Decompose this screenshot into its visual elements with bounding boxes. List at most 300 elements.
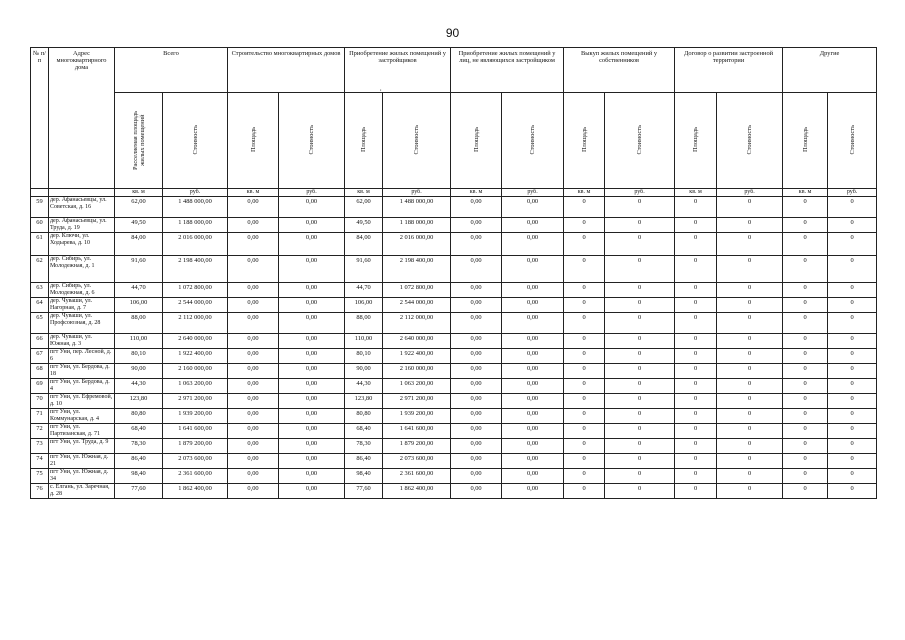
row-construction-area: 0,00 [228, 409, 279, 424]
page-number: 90 [445, 26, 460, 40]
row-construction-cost: 0,00 [279, 409, 345, 424]
row-buyout-area: 0 [564, 469, 605, 484]
row-purchase-dev-cost: 1 063 200,00 [383, 379, 451, 394]
row-total-cost: 1 641 600,00 [163, 424, 228, 439]
row-buyout-cost: 0 [605, 469, 675, 484]
row-buyout-cost: 0 [605, 298, 675, 313]
row-territory-area: 0 [675, 469, 717, 484]
row-other-cost: 0 [828, 233, 877, 256]
row-total-area: 44,70 [115, 283, 163, 298]
row-total-cost: 1 939 200,00 [163, 409, 228, 424]
row-number: 74 [31, 454, 49, 469]
row-total-area: 86,40 [115, 454, 163, 469]
row-buyout-area: 0 [564, 439, 605, 454]
row-purchase-dev-cost: 1 879 200,00 [383, 439, 451, 454]
row-other-area: 0 [783, 439, 828, 454]
row-number: 59 [31, 197, 49, 218]
header-resettled-area-text: Расселяемая площадь жилых помещений [131, 109, 146, 170]
row-territory-cost: 0 [717, 469, 783, 484]
row-construction-area: 0,00 [228, 334, 279, 349]
header-area [345, 93, 383, 189]
row-territory-area: 0 [675, 218, 717, 233]
row-buyout-cost: 0 [605, 484, 675, 499]
row-total-cost: 2 640 000,00 [163, 334, 228, 349]
header-cost [605, 93, 675, 189]
row-territory-cost: 0 [717, 218, 783, 233]
row-total-area: 98,40 [115, 469, 163, 484]
row-total-area: 123,80 [115, 394, 163, 409]
row-territory-area: 0 [675, 454, 717, 469]
row-purchase-other-area: 0,00 [451, 349, 502, 364]
row-purchase-dev-cost: 1 862 400,00 [383, 484, 451, 499]
row-purchase-other-cost: 0,00 [502, 439, 564, 454]
row-address: дер. Афанасьевцы, ул. Советская, д. 16 [49, 197, 115, 218]
row-construction-area: 0,00 [228, 379, 279, 394]
row-number: 69 [31, 379, 49, 394]
row-construction-area: 0,00 [228, 484, 279, 499]
row-number: 65 [31, 313, 49, 334]
row-address: дер. Афанасьевцы, ул. Труда, д. 19 [49, 218, 115, 233]
row-buyout-cost: 0 [605, 313, 675, 334]
header-cost [279, 93, 345, 189]
row-total-area: 44,30 [115, 379, 163, 394]
header-cost [502, 93, 564, 189]
row-purchase-other-cost: 0,00 [502, 298, 564, 313]
row-territory-area: 0 [675, 364, 717, 379]
row-address: дер. Чуваши, ул. Нагорная, д. 7 [49, 298, 115, 313]
header-group-other: Другие [783, 48, 877, 93]
unit-rub: руб. [502, 189, 564, 197]
row-number: 61 [31, 233, 49, 256]
header-cost-text: Стоимость [529, 124, 537, 155]
table-row [31, 313, 877, 334]
table-row [31, 409, 877, 424]
row-construction-cost: 0,00 [279, 424, 345, 439]
row-other-area: 0 [783, 197, 828, 218]
row-total-cost: 2 544 000,00 [163, 298, 228, 313]
row-construction-cost: 0,00 [279, 283, 345, 298]
table-row [31, 364, 877, 379]
row-purchase-dev-cost: 1 072 800,00 [383, 283, 451, 298]
row-purchase-dev-cost: 1 939 200,00 [383, 409, 451, 424]
row-other-area: 0 [783, 379, 828, 394]
row-purchase-other-cost: 0,00 [502, 313, 564, 334]
row-other-area: 0 [783, 364, 828, 379]
row-buyout-cost: 0 [605, 197, 675, 218]
row-total-cost: 1 922 400,00 [163, 349, 228, 364]
row-purchase-other-cost: 0,00 [502, 469, 564, 484]
row-number: 72 [31, 424, 49, 439]
row-purchase-dev-area: 88,00 [345, 313, 383, 334]
row-buyout-area: 0 [564, 349, 605, 364]
row-territory-area: 0 [675, 409, 717, 424]
row-total-area: 84,00 [115, 233, 163, 256]
row-purchase-other-area: 0,00 [451, 424, 502, 439]
row-territory-area: 0 [675, 484, 717, 499]
row-other-area: 0 [783, 218, 828, 233]
row-address: пгт Уни, ул. Коммунарская, д. 4 [49, 409, 115, 424]
row-total-cost: 1 188 000,00 [163, 218, 228, 233]
unit-rub: руб. [605, 189, 675, 197]
row-other-cost: 0 [828, 454, 877, 469]
row-purchase-other-cost: 0,00 [502, 334, 564, 349]
row-other-area: 0 [783, 484, 828, 499]
row-purchase-other-cost: 0,00 [502, 424, 564, 439]
header-address: Адрес многоквартирного дома [49, 48, 115, 189]
row-purchase-dev-cost: 2 640 000,00 [383, 334, 451, 349]
row-purchase-other-cost: 0,00 [502, 256, 564, 283]
row-purchase-other-cost: 0,00 [502, 197, 564, 218]
row-purchase-dev-cost: 2 073 600,00 [383, 454, 451, 469]
unit-sqm: кв. м [228, 189, 279, 197]
row-purchase-dev-area: 44,30 [345, 379, 383, 394]
header-area-text: Площадь [580, 127, 588, 152]
row-total-area: 110,00 [115, 334, 163, 349]
row-construction-cost: 0,00 [279, 233, 345, 256]
table-row [31, 439, 877, 454]
table-row [31, 424, 877, 439]
row-buyout-area: 0 [564, 454, 605, 469]
row-purchase-other-area: 0,00 [451, 233, 502, 256]
row-other-area: 0 [783, 394, 828, 409]
row-buyout-cost: 0 [605, 424, 675, 439]
row-total-cost: 2 971 200,00 [163, 394, 228, 409]
row-total-cost: 1 488 000,00 [163, 197, 228, 218]
row-purchase-other-area: 0,00 [451, 298, 502, 313]
row-purchase-other-cost: 0,00 [502, 394, 564, 409]
row-purchase-other-area: 0,00 [451, 379, 502, 394]
row-number: 75 [31, 469, 49, 484]
row-buyout-area: 0 [564, 313, 605, 334]
row-other-area: 0 [783, 283, 828, 298]
table-row [31, 298, 877, 313]
row-construction-cost: 0,00 [279, 313, 345, 334]
row-purchase-dev-area: 86,40 [345, 454, 383, 469]
unit-sqm: кв. м [675, 189, 717, 197]
row-other-area: 0 [783, 233, 828, 256]
row-construction-area: 0,00 [228, 439, 279, 454]
row-construction-cost: 0,00 [279, 394, 345, 409]
header-area-text: Площадь [360, 127, 368, 152]
sub-header-row [31, 93, 877, 189]
row-other-cost: 0 [828, 283, 877, 298]
row-total-cost: 1 063 200,00 [163, 379, 228, 394]
row-other-cost: 0 [828, 256, 877, 283]
table-row [31, 218, 877, 233]
row-purchase-dev-cost: 2 361 600,00 [383, 469, 451, 484]
row-buyout-cost: 0 [605, 256, 675, 283]
units-row [31, 189, 877, 197]
row-purchase-dev-cost: 2 160 000,00 [383, 364, 451, 379]
header-area [451, 93, 502, 189]
unit-rub: руб. [717, 189, 783, 197]
row-purchase-other-cost: 0,00 [502, 283, 564, 298]
row-construction-cost: 0,00 [279, 454, 345, 469]
row-other-cost: 0 [828, 334, 877, 349]
row-address: пгт Уни, ул. Бердова, д. 18 [49, 364, 115, 379]
units-cell [49, 189, 115, 197]
row-total-area: 88,00 [115, 313, 163, 334]
row-total-cost: 2 112 000,00 [163, 313, 228, 334]
row-total-area: 80,10 [115, 349, 163, 364]
row-construction-area: 0,00 [228, 218, 279, 233]
housing-resettlement-table [30, 47, 877, 499]
row-construction-area: 0,00 [228, 454, 279, 469]
row-buyout-cost: 0 [605, 394, 675, 409]
row-other-cost: 0 [828, 349, 877, 364]
unit-sqm: кв. м [115, 189, 163, 197]
row-buyout-cost: 0 [605, 233, 675, 256]
row-construction-area: 0,00 [228, 283, 279, 298]
row-buyout-cost: 0 [605, 334, 675, 349]
row-total-cost: 2 073 600,00 [163, 454, 228, 469]
row-address: пгт Уни, ул. Партизанская, д. 71 [49, 424, 115, 439]
header-area [228, 93, 279, 189]
row-address: дер. Чуваши, ул. Южная, д. 3 [49, 334, 115, 349]
row-construction-area: 0,00 [228, 313, 279, 334]
row-address: дер. Ключи, ул. Ходырева, д. 10 [49, 233, 115, 256]
row-address: пгт Уни, ул. Бердова, д. 4 [49, 379, 115, 394]
row-other-cost: 0 [828, 484, 877, 499]
row-territory-area: 0 [675, 283, 717, 298]
row-buyout-area: 0 [564, 256, 605, 283]
row-construction-area: 0,00 [228, 349, 279, 364]
header-cost-text: Стоимость [848, 124, 856, 155]
row-total-area: 49,50 [115, 218, 163, 233]
row-construction-area: 0,00 [228, 233, 279, 256]
row-buyout-area: 0 [564, 233, 605, 256]
row-other-area: 0 [783, 298, 828, 313]
row-total-area: 62,00 [115, 197, 163, 218]
row-buyout-cost: 0 [605, 283, 675, 298]
row-purchase-dev-area: 106,00 [345, 298, 383, 313]
row-buyout-area: 0 [564, 379, 605, 394]
row-purchase-dev-area: 49,50 [345, 218, 383, 233]
row-territory-area: 0 [675, 379, 717, 394]
row-total-cost: 2 160 000,00 [163, 364, 228, 379]
row-construction-cost: 0,00 [279, 439, 345, 454]
row-total-cost: 2 198 400,00 [163, 256, 228, 283]
row-purchase-other-area: 0,00 [451, 454, 502, 469]
row-territory-cost: 0 [717, 439, 783, 454]
row-purchase-other-cost: 0,00 [502, 409, 564, 424]
header-area-text: Площадь [801, 127, 809, 152]
header-cost-text: Стоимость [308, 124, 316, 155]
row-other-area: 0 [783, 469, 828, 484]
row-other-area: 0 [783, 349, 828, 364]
row-buyout-cost: 0 [605, 218, 675, 233]
row-construction-area: 0,00 [228, 394, 279, 409]
row-total-cost: 2 361 600,00 [163, 469, 228, 484]
row-territory-cost: 0 [717, 334, 783, 349]
row-buyout-area: 0 [564, 197, 605, 218]
row-territory-cost: 0 [717, 394, 783, 409]
row-construction-cost: 0,00 [279, 469, 345, 484]
header-group-purchase-developers: Приобретение жилых помещений у застройщиков [345, 48, 451, 93]
row-purchase-dev-area: 110,00 [345, 334, 383, 349]
header-area-text: Площадь [472, 127, 480, 152]
scan-mark: , [380, 86, 382, 92]
unit-sqm: кв. м [783, 189, 828, 197]
row-purchase-other-area: 0,00 [451, 439, 502, 454]
row-buyout-cost: 0 [605, 454, 675, 469]
row-other-cost: 0 [828, 218, 877, 233]
row-territory-cost: 0 [717, 233, 783, 256]
row-construction-cost: 0,00 [279, 218, 345, 233]
row-purchase-dev-cost: 1 641 600,00 [383, 424, 451, 439]
row-territory-cost: 0 [717, 349, 783, 364]
row-territory-area: 0 [675, 313, 717, 334]
table-row [31, 394, 877, 409]
header-group-construction: Строительство многоквартирных домов [228, 48, 345, 93]
row-purchase-other-area: 0,00 [451, 218, 502, 233]
row-address: дер. Чуваши, ул. Профсоюзная, д. 28 [49, 313, 115, 334]
row-buyout-cost: 0 [605, 439, 675, 454]
row-total-area: 78,30 [115, 439, 163, 454]
row-other-cost: 0 [828, 379, 877, 394]
row-other-cost: 0 [828, 424, 877, 439]
table-row [31, 379, 877, 394]
row-construction-cost: 0,00 [279, 197, 345, 218]
table-row [31, 349, 877, 364]
header-cost [383, 93, 451, 189]
row-buyout-cost: 0 [605, 379, 675, 394]
row-other-area: 0 [783, 256, 828, 283]
row-purchase-dev-area: 123,80 [345, 394, 383, 409]
row-purchase-dev-area: 77,60 [345, 484, 383, 499]
row-buyout-cost: 0 [605, 409, 675, 424]
row-buyout-cost: 0 [605, 364, 675, 379]
row-territory-area: 0 [675, 439, 717, 454]
row-buyout-cost: 0 [605, 349, 675, 364]
row-construction-cost: 0,00 [279, 298, 345, 313]
row-purchase-other-cost: 0,00 [502, 484, 564, 499]
row-territory-cost: 0 [717, 424, 783, 439]
header-group-total: Всего [115, 48, 228, 93]
row-territory-cost: 0 [717, 364, 783, 379]
row-purchase-dev-cost: 2 198 400,00 [383, 256, 451, 283]
row-number: 63 [31, 283, 49, 298]
row-other-cost: 0 [828, 439, 877, 454]
row-purchase-other-area: 0,00 [451, 313, 502, 334]
table-row [31, 256, 877, 283]
row-purchase-dev-cost: 2 544 000,00 [383, 298, 451, 313]
row-number: 68 [31, 364, 49, 379]
unit-sqm: кв. м [345, 189, 383, 197]
row-buyout-area: 0 [564, 484, 605, 499]
header-cost-text: Стоимость [746, 124, 754, 155]
row-territory-cost: 0 [717, 379, 783, 394]
row-buyout-area: 0 [564, 394, 605, 409]
row-purchase-dev-area: 44,70 [345, 283, 383, 298]
row-construction-area: 0,00 [228, 469, 279, 484]
row-construction-cost: 0,00 [279, 334, 345, 349]
units-cell [31, 189, 49, 197]
row-number: 60 [31, 218, 49, 233]
row-other-cost: 0 [828, 394, 877, 409]
row-purchase-dev-cost: 1 488 000,00 [383, 197, 451, 218]
row-total-area: 106,00 [115, 298, 163, 313]
row-total-cost: 1 862 400,00 [163, 484, 228, 499]
header-cost [163, 93, 228, 189]
table-body [31, 197, 877, 499]
row-total-cost: 1 072 800,00 [163, 283, 228, 298]
row-other-area: 0 [783, 334, 828, 349]
row-purchase-dev-area: 90,00 [345, 364, 383, 379]
row-construction-area: 0,00 [228, 298, 279, 313]
row-purchase-dev-area: 62,00 [345, 197, 383, 218]
row-other-cost: 0 [828, 364, 877, 379]
row-other-cost: 0 [828, 409, 877, 424]
row-purchase-dev-cost: 2 971 200,00 [383, 394, 451, 409]
row-total-area: 90,00 [115, 364, 163, 379]
row-construction-cost: 0,00 [279, 484, 345, 499]
row-total-cost: 2 016 000,00 [163, 233, 228, 256]
header-area-text: Площадь [692, 127, 700, 152]
header-resettled-area [115, 93, 163, 189]
row-purchase-dev-cost: 1 922 400,00 [383, 349, 451, 364]
row-buyout-area: 0 [564, 298, 605, 313]
row-other-area: 0 [783, 313, 828, 334]
row-purchase-other-cost: 0,00 [502, 379, 564, 394]
row-buyout-area: 0 [564, 334, 605, 349]
row-other-cost: 0 [828, 197, 877, 218]
row-territory-area: 0 [675, 197, 717, 218]
row-other-area: 0 [783, 409, 828, 424]
row-territory-cost: 0 [717, 484, 783, 499]
row-address: пгт Уни, ул. Труда, д. 9 [49, 439, 115, 454]
table-row [31, 469, 877, 484]
row-purchase-other-area: 0,00 [451, 334, 502, 349]
row-purchase-dev-cost: 2 112 000,00 [383, 313, 451, 334]
unit-rub: руб. [279, 189, 345, 197]
row-purchase-other-area: 0,00 [451, 364, 502, 379]
row-other-cost: 0 [828, 298, 877, 313]
row-purchase-dev-cost: 2 016 000,00 [383, 233, 451, 256]
unit-rub: руб. [163, 189, 228, 197]
row-purchase-dev-area: 80,80 [345, 409, 383, 424]
table-row [31, 233, 877, 256]
row-address: с. Елгань, ул. Заречная, д. 28 [49, 484, 115, 499]
row-purchase-dev-area: 91,60 [345, 256, 383, 283]
row-purchase-other-cost: 0,00 [502, 454, 564, 469]
row-territory-cost: 0 [717, 313, 783, 334]
row-total-area: 68,40 [115, 424, 163, 439]
row-purchase-other-cost: 0,00 [502, 349, 564, 364]
row-construction-cost: 0,00 [279, 379, 345, 394]
row-territory-cost: 0 [717, 454, 783, 469]
header-area [675, 93, 717, 189]
row-number: 66 [31, 334, 49, 349]
header-area-text: Площадь [249, 127, 257, 152]
row-buyout-area: 0 [564, 364, 605, 379]
row-address: пгт Уни, ул. Ефремовой, д. 10 [49, 394, 115, 409]
row-number: 67 [31, 349, 49, 364]
row-purchase-dev-area: 78,30 [345, 439, 383, 454]
row-buyout-area: 0 [564, 218, 605, 233]
row-territory-area: 0 [675, 424, 717, 439]
row-total-area: 91,60 [115, 256, 163, 283]
table-row [31, 454, 877, 469]
row-territory-area: 0 [675, 233, 717, 256]
row-construction-cost: 0,00 [279, 256, 345, 283]
row-purchase-dev-area: 68,40 [345, 424, 383, 439]
row-purchase-other-area: 0,00 [451, 256, 502, 283]
unit-rub: руб. [828, 189, 877, 197]
row-territory-cost: 0 [717, 298, 783, 313]
row-address: пгт Уни, пер. Лесной, д. 6 [49, 349, 115, 364]
row-territory-area: 0 [675, 394, 717, 409]
